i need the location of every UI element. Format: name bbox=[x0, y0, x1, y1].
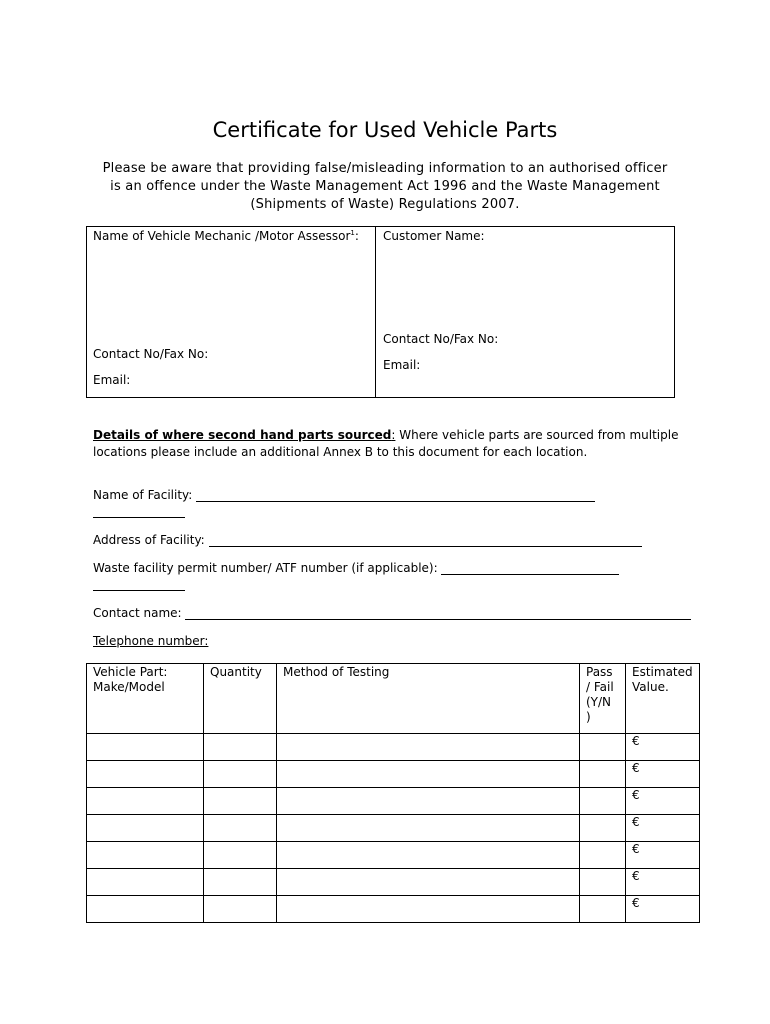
header-estimated-value: Estimated Value. bbox=[626, 664, 700, 734]
pass-fail-cell[interactable] bbox=[580, 761, 626, 788]
method-cell[interactable] bbox=[277, 842, 580, 869]
contact-details-box bbox=[86, 226, 675, 398]
value-cell[interactable]: € bbox=[626, 788, 700, 815]
customer-name-label: Customer Name: bbox=[383, 229, 485, 243]
mechanic-contact-label: Contact No/Fax No: bbox=[93, 347, 209, 361]
legal-warning: Please be aware that providing false/misleading information to an authorised officer is an offence under the Waste Management Act 1996 and the Waste Management (Shipments of Waste) Regulations 2007. bbox=[102, 161, 668, 212]
permit-number-field[interactable]: Waste facility permit number/ ATF number (if applicable): bbox=[93, 561, 619, 575]
value-cell[interactable]: € bbox=[626, 869, 700, 896]
pass-fail-cell[interactable] bbox=[580, 896, 626, 923]
customer-email-label: Email: bbox=[383, 358, 421, 372]
table-row bbox=[87, 734, 700, 761]
method-cell[interactable] bbox=[277, 815, 580, 842]
value-cell[interactable]: € bbox=[626, 842, 700, 869]
footnote-marker: 1 bbox=[350, 229, 355, 237]
value-cell[interactable]: € bbox=[626, 761, 700, 788]
quantity-cell[interactable] bbox=[204, 761, 277, 788]
part-cell[interactable] bbox=[87, 734, 204, 761]
method-cell[interactable] bbox=[277, 761, 580, 788]
method-cell[interactable] bbox=[277, 788, 580, 815]
box-divider bbox=[375, 227, 376, 397]
facility-name-line[interactable] bbox=[196, 489, 595, 502]
quantity-cell[interactable] bbox=[204, 734, 277, 761]
quantity-cell[interactable] bbox=[204, 815, 277, 842]
table-row bbox=[87, 761, 700, 788]
facility-name-line-continued bbox=[93, 517, 185, 518]
pass-fail-cell[interactable] bbox=[580, 788, 626, 815]
quantity-cell[interactable] bbox=[204, 896, 277, 923]
value-cell[interactable]: € bbox=[626, 896, 700, 923]
permit-number-line-continued bbox=[93, 590, 185, 591]
permit-number-line[interactable] bbox=[441, 562, 619, 575]
method-cell[interactable] bbox=[277, 869, 580, 896]
part-cell[interactable] bbox=[87, 761, 204, 788]
table-row bbox=[87, 815, 700, 842]
pass-fail-cell[interactable] bbox=[580, 734, 626, 761]
pass-fail-cell[interactable] bbox=[580, 842, 626, 869]
contact-name-line[interactable] bbox=[185, 607, 691, 620]
value-cell[interactable]: € bbox=[626, 734, 700, 761]
pass-fail-cell[interactable] bbox=[580, 869, 626, 896]
page-title: Certificate for Used Vehicle Parts bbox=[212, 118, 558, 142]
part-cell[interactable] bbox=[87, 842, 204, 869]
method-cell[interactable] bbox=[277, 896, 580, 923]
value-cell[interactable]: € bbox=[626, 815, 700, 842]
sourcing-heading: Details of where second hand parts sourced bbox=[93, 428, 392, 442]
part-cell[interactable] bbox=[87, 815, 204, 842]
table-row bbox=[87, 788, 700, 815]
facility-address-field[interactable]: Address of Facility: bbox=[93, 533, 642, 547]
table-header-row bbox=[87, 664, 700, 734]
part-cell[interactable] bbox=[87, 788, 204, 815]
mechanic-name-label: Name of Vehicle Mechanic /Motor Assessor$^1$: bbox=[93, 229, 359, 243]
method-cell[interactable] bbox=[277, 734, 580, 761]
quantity-cell[interactable] bbox=[204, 788, 277, 815]
part-cell[interactable] bbox=[87, 869, 204, 896]
vehicle-parts-table bbox=[86, 663, 700, 923]
sourcing-details-paragraph: Details of where second hand parts sourced: Where vehicle parts are sourced from multiple locations please include an additional Annex B to this document for each location. bbox=[93, 428, 679, 459]
table-row bbox=[87, 896, 700, 923]
mechanic-email-label: Email: bbox=[93, 373, 131, 387]
customer-contact-label: Contact No/Fax No: bbox=[383, 332, 499, 346]
telephone-field[interactable]: Telephone number: bbox=[93, 634, 209, 648]
table-row bbox=[87, 869, 700, 896]
header-method-of-testing: Method of Testing bbox=[277, 664, 580, 734]
quantity-cell[interactable] bbox=[204, 869, 277, 896]
facility-address-line[interactable] bbox=[209, 534, 642, 547]
facility-name-field[interactable]: Name of Facility: bbox=[93, 488, 595, 502]
header-vehicle-part: Vehicle Part: Make/Model bbox=[87, 664, 204, 734]
part-cell[interactable] bbox=[87, 896, 204, 923]
header-quantity: Quantity bbox=[204, 664, 277, 734]
pass-fail-cell[interactable] bbox=[580, 815, 626, 842]
table-row bbox=[87, 842, 700, 869]
header-pass-fail: Pass / Fail (Y/N ) bbox=[580, 664, 626, 734]
quantity-cell[interactable] bbox=[204, 842, 277, 869]
contact-name-field[interactable]: Contact name: bbox=[93, 606, 691, 620]
